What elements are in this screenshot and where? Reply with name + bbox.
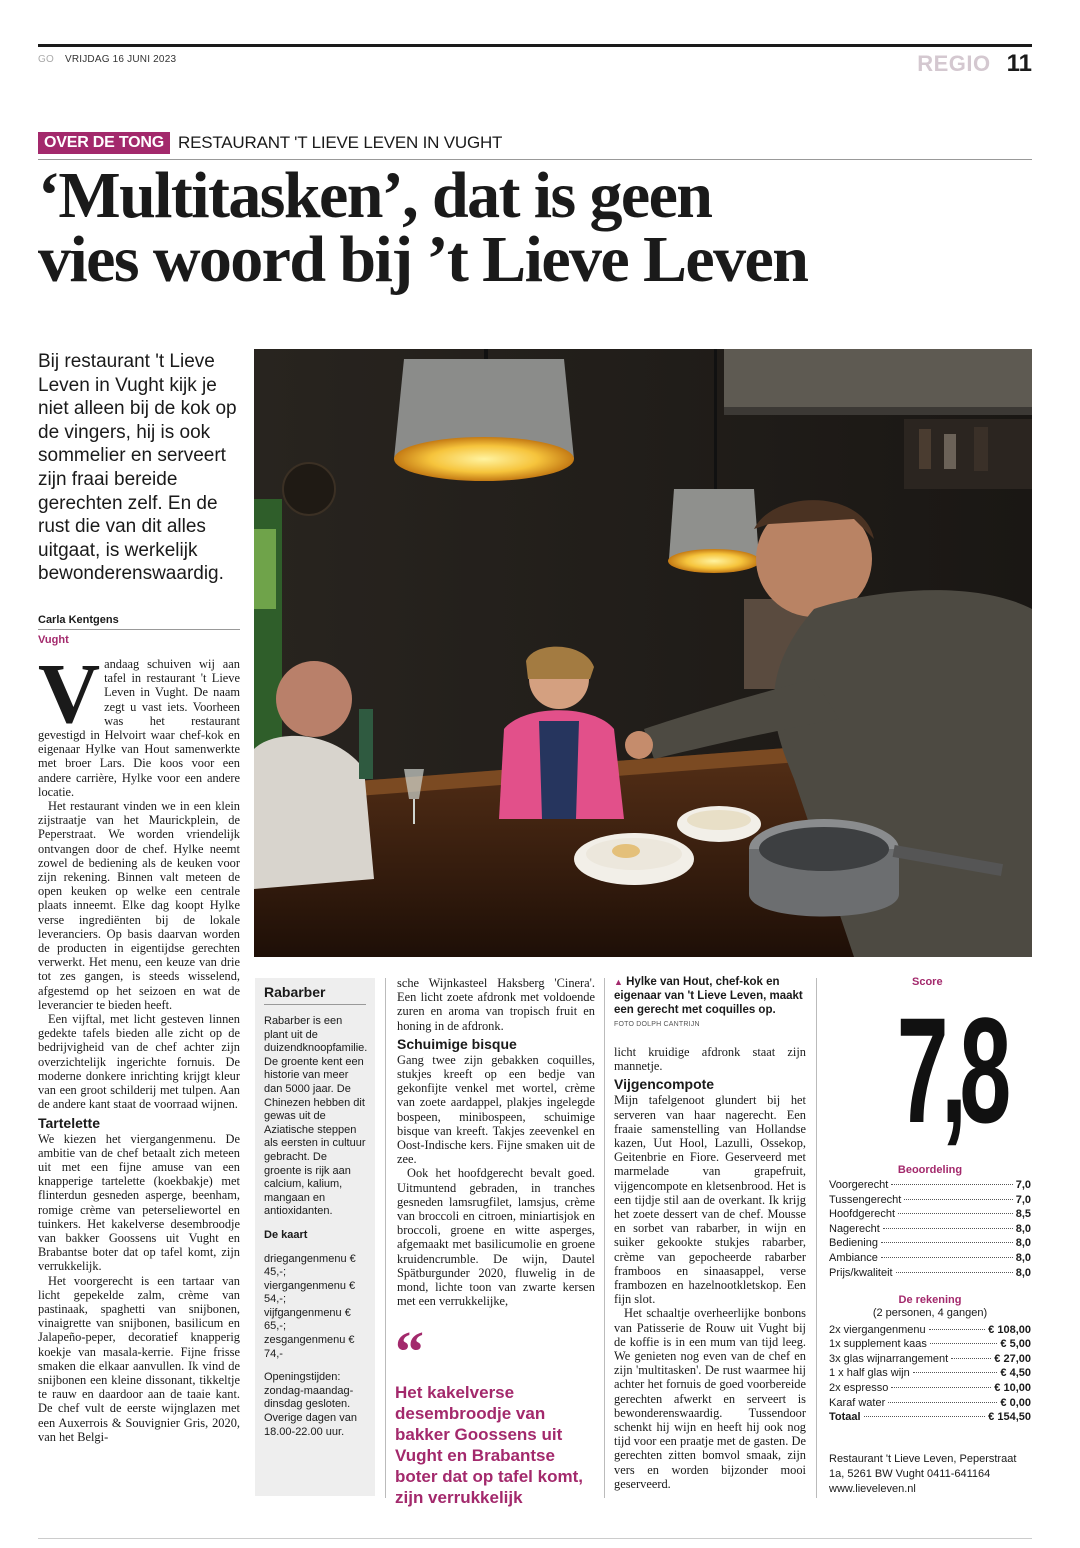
rating-row xyxy=(829,1193,1031,1208)
go-logo: GO xyxy=(38,54,54,65)
rating-row xyxy=(829,1207,1031,1222)
pull-quote xyxy=(395,1319,595,1508)
paragraph: andaag schuiven wij aan tafel in restaurant 't Lieve Leven in Vught. De naam zegt u vast iets. Voorheen was het restaurant gevestigd in Helvoirt waar chef-kok en eigenaar Hylke van Hout samenwerkte met broer Lars. Die koos voor een andere carrière, Hylke voor een andere locatie. xyxy=(38,657,240,799)
paragraph: Het schaaltje overheerlijke bonbons van Patisserie de Rouw uit Vught bij de koffie is in een mum van tijd leeg. We genieten nog even van de chef en zijn 'multitasken'. De rust waarmee hij achter het fornuis de goed voorbereide gerechten afwerkt en serveert is bewonderenswaardig. Tussendoor schenkt hij wijn en heeft hij ook nog tijd voor een praatje met de gasten. De gerechten zitten bomvol smaak, zijn vers en worden bijzonder mooi geserveerd. xyxy=(614,1306,806,1491)
article-column-1 xyxy=(38,645,240,1444)
chef-photo xyxy=(254,349,1032,957)
score-value: 7,8 xyxy=(896,986,1004,1154)
paragraph: licht kruidige afdronk staat zijn mannetje. xyxy=(614,1045,806,1074)
photo-caption xyxy=(614,975,804,1017)
rating-value: 8,0 xyxy=(1015,1237,1031,1250)
paragraph: Mijn tafelgenoot glundert bij het serveren van haar nagerecht. Een fraaie samenstelling van Hollandse kazen, Uut Hool, Lazulli, Ossekop, Geitenbrie en Fiore. Geserveerd met marmelade van grapefruit, vijgencompote en kletsenbrood. Het is een tijdje stil aan de overkant. Ik krijg het zoete dessert van de chef. Mousse en sorbet van rabarber, in wijn en suiker gekookte stukjes rabarber, crème van gepocheerde rabarber framboos en sinaasappel, verse frambozen en hazelnootkletskop. Een fijn slot. xyxy=(614,1093,806,1307)
rating-row xyxy=(829,1236,1031,1251)
kicker-badge: OVER DE TONG xyxy=(38,132,170,154)
box-text: Rabarber is een plant uit de duizendknoopfamilie. De groente kent een historie van meer dan 5000 jaar. De Chinezen hebben dit gewas uit de Aziatische steppen als eersten in cultuur gebracht. De groente is rijk aan calcium, kalium, mangaan en antioxidanten. xyxy=(264,1015,368,1218)
score-label: Score xyxy=(912,976,943,988)
author-name: Carla Kentgens xyxy=(38,614,240,630)
bill-total-value: € 154,50 xyxy=(988,1411,1031,1424)
column-divider xyxy=(385,978,386,1498)
bill-title: De rekening xyxy=(898,1294,962,1306)
bill-row xyxy=(829,1323,1031,1338)
bill-value: € 5,00 xyxy=(1000,1338,1031,1351)
headline-line2: vies woord bij ’t Lieve Leven xyxy=(38,223,808,296)
dropcap: V xyxy=(38,645,101,741)
section-name: REGIO xyxy=(917,51,991,76)
intro-paragraph: Bij restaurant 't Lieve Leven in Vught kijk je niet alleen bij de kok op de vingers, hij is ook sommelier en serveert zijn fraai bereide gerechten zelf. En de rust die van dit alles uitgaat, is werkelijk bewonderenswaardig. xyxy=(38,351,237,585)
rating-label: Prijs/kwaliteit xyxy=(829,1266,893,1279)
top-rule xyxy=(38,44,1032,47)
page-header-date xyxy=(38,54,176,65)
headline xyxy=(38,159,1038,296)
photo-credit: FOTO DOLPH CANTRIJN xyxy=(614,1021,700,1028)
page-header-right xyxy=(917,50,1032,78)
caption-text: Hylke van Hout, chef-kok en eigenaar van 't Lieve Leven, maakt een gerecht met coquilles op. xyxy=(614,976,803,1016)
quote-mark: “ xyxy=(395,1319,424,1384)
address-line: Restaurant 't Lieve Leven, Peperstraat xyxy=(829,1453,1017,1465)
caption-marker: ▲ xyxy=(614,977,623,987)
page-number: 11 xyxy=(1006,50,1032,77)
rating-label: Bediening xyxy=(829,1237,878,1250)
menu-title: De kaart xyxy=(264,1228,308,1241)
website-link[interactable]: www.lieveleven.nl xyxy=(829,1483,916,1495)
column-divider xyxy=(816,978,817,1498)
rating-value: 8,5 xyxy=(1015,1208,1031,1221)
bill-row xyxy=(829,1337,1031,1352)
paragraph: Ook het hoofdgerecht bevalt goed. Uitmuntend gebraden, in tranches gesneden lamsrugfilet, lamsjus, crème van broccoli en citroen, miniartisjok en broccoli, groene en witte asperges, afgemaakt met basilicumolie en groene kruidencrumble. De wijn, Dautel Spätburgunder 2020, fluwelig in de mond, lichte toon van zwarte kersen met een verrukkelijke, xyxy=(397,1166,595,1309)
paragraph: Gang twee zijn gebakken coquilles, stukjes kreeft op een bedje van gekonfijte venkel met wortel, crème van zoete aardappel, plakjes ingelegde bospeen, minibospeen, schuimige bisque van kreeft. Takjes zeevenkel en Oost-Indische kers. Fijne smaken uit de zee. xyxy=(397,1052,595,1167)
bill-total-row xyxy=(829,1410,1031,1425)
quote-text: Het kakelverse desembroodje van bakker Goossens uit Vught en Brabantse boter dat op tafel komt, zijn verrukkelijk xyxy=(395,1383,583,1507)
bill-total-label: Totaal xyxy=(829,1411,861,1424)
subheading-vijgencompote: Vijgencompote xyxy=(614,1076,715,1093)
subheading-tartelette: Tartelette xyxy=(38,1114,100,1131)
paragraph: Het restaurant vinden we in een klein zijstraatje van het Maurickplein, de Peperstraat. We worden vriendelijk ontvangen door de chef. Hylke neemt zowel de bediening als de keuken voor zijn rekening. Binnen valt meteen de open keuken op welke een centrale plaats inneemt. Elke dag koopt Hylke verse ingrediënten bij de lokale leveranciers. Op basis daarvan worden de producten in eigentijdse gerechten verwerkt. Het menu, een keuze van drie tot zes gangen, is steeds wisselend, afgestemd op het seizoen en wat de leverancier te bieden heeft. xyxy=(38,799,240,1012)
rating-value: 8,0 xyxy=(1015,1222,1031,1235)
article-column-4 xyxy=(614,1045,806,1491)
kicker-text: RESTAURANT 'T LIEVE LEVEN IN VUGHT xyxy=(178,133,503,152)
rating-label: Tussengerecht xyxy=(829,1193,902,1206)
bill-label: 3x glas wijnarrangement xyxy=(829,1352,949,1365)
bill-value: € 0,00 xyxy=(1000,1396,1031,1409)
subheading-bisque: Schuimige bisque xyxy=(397,1035,517,1052)
bill-value: € 27,00 xyxy=(994,1352,1031,1365)
rating-row xyxy=(829,1251,1031,1266)
bill-label: 1x supplement kaas xyxy=(829,1338,927,1351)
bill-row xyxy=(829,1381,1031,1396)
bill-value: € 10,00 xyxy=(994,1381,1031,1394)
rating-label: Nagerecht xyxy=(829,1222,880,1235)
menu-prices: driegangenmenu € 45,-; viergangenmenu € 54,-; vijfgangenmenu € 65,-; zesgangenmenu € 74,- xyxy=(264,1252,356,1360)
paragraph: sche Wijnkasteel Haksberg 'Cinera'. Een licht zoete afdronk met voldoende zuren en aroma van tropisch fruit en honing in de afdronk. xyxy=(397,976,595,1033)
article-column-3 xyxy=(397,976,595,1308)
rating-label: Hoofdgerecht xyxy=(829,1208,896,1221)
bottom-rule xyxy=(38,1538,1032,1539)
bill-label: Karaf water xyxy=(829,1396,886,1409)
opening-hours: Openingstijden: zondag-maandag-dinsdag gesloten. Overige dagen van 18.00-22.00 uur. xyxy=(264,1371,357,1438)
byline xyxy=(38,614,240,646)
bill-row xyxy=(829,1396,1031,1411)
rating-value: 7,0 xyxy=(1015,1193,1031,1206)
paragraph: Het voorgerecht is een tartaar van licht gepekelde zalm, crème van pastinaak, spaghetti van snijbonen, vinaigrette van snijbonen, basilicum en Jalapeño-peper, decoratief knapperig koekje van masala-kerrie. Fijne frisse smaken die elkaar aanvullen. Ik vind de snijbonen een kleine dissonant, tikkeltje te rauw en daardoor aan de taaie kant. De chef vult de eerste wijnglazen met een Auxerrois & Souvignier Gris, 2020, van het Belgi- xyxy=(38,1273,240,1444)
bill-value: € 4,50 xyxy=(1000,1367,1031,1380)
bill-value: € 108,00 xyxy=(988,1323,1031,1336)
rating-row xyxy=(829,1178,1031,1193)
bill-row xyxy=(829,1352,1031,1367)
box-title: Rabarber xyxy=(264,984,366,1005)
rating-row xyxy=(829,1266,1031,1281)
issue-date: VRIJDAG 16 JUNI 2023 xyxy=(64,54,177,65)
sidebar-box-rabarber xyxy=(255,978,375,1496)
rating-label: Voorgerecht xyxy=(829,1179,889,1191)
address-line: 1a, 5261 BW Vught 0411-641164 xyxy=(829,1468,991,1480)
rating-title: Beoordeling xyxy=(897,1164,963,1176)
bill-note: (2 personen, 4 gangen) xyxy=(872,1307,988,1319)
column-divider xyxy=(604,978,605,1498)
bill-label: 1 x half glas wijn xyxy=(829,1367,910,1380)
rating-value: 8,0 xyxy=(1015,1251,1031,1264)
headline-line1: ‘Multitasken’, dat is geen xyxy=(38,159,712,232)
paragraph: We kiezen het viergangenmenu. De ambitie van de chef betaalt zich meteen uit met een fijne amuse van een knapperige tartelette (koekbakje) met flinterdun gesneden asperge, beenham, romige crème van peterseliewortel en tuinkers. Het kakelverse desembroodje van bakker Goossens uit Vught en Brabantse boter dat op tafel komt, zijn verrukkelijk. xyxy=(38,1131,240,1274)
rating-row xyxy=(829,1222,1031,1237)
rating-table xyxy=(829,1164,1031,1280)
bill-table xyxy=(829,1294,1031,1425)
kicker xyxy=(38,132,502,154)
bill-row xyxy=(829,1366,1031,1381)
bill-label: 2x viergangenmenu xyxy=(829,1323,926,1336)
paragraph: Een vijftal, met licht gesteven linnen gedekte tafels bieden alle zicht op de bedrijvigheid van de chef achter zijn overzichtelijk ingerichte fornuis. De moderne donkere inrichting krijgt kleur van een groot schilderij met tulpen. Aan de andere kant staat de voorraad wijnen. xyxy=(38,1012,240,1112)
rating-value: 7,0 xyxy=(1015,1179,1031,1191)
rating-value: 8,0 xyxy=(1015,1266,1031,1279)
bill-label: 2x espresso xyxy=(829,1381,889,1394)
byline-place: Vught xyxy=(38,634,69,646)
rating-label: Ambiance xyxy=(829,1251,878,1264)
restaurant-address xyxy=(829,1452,1034,1497)
